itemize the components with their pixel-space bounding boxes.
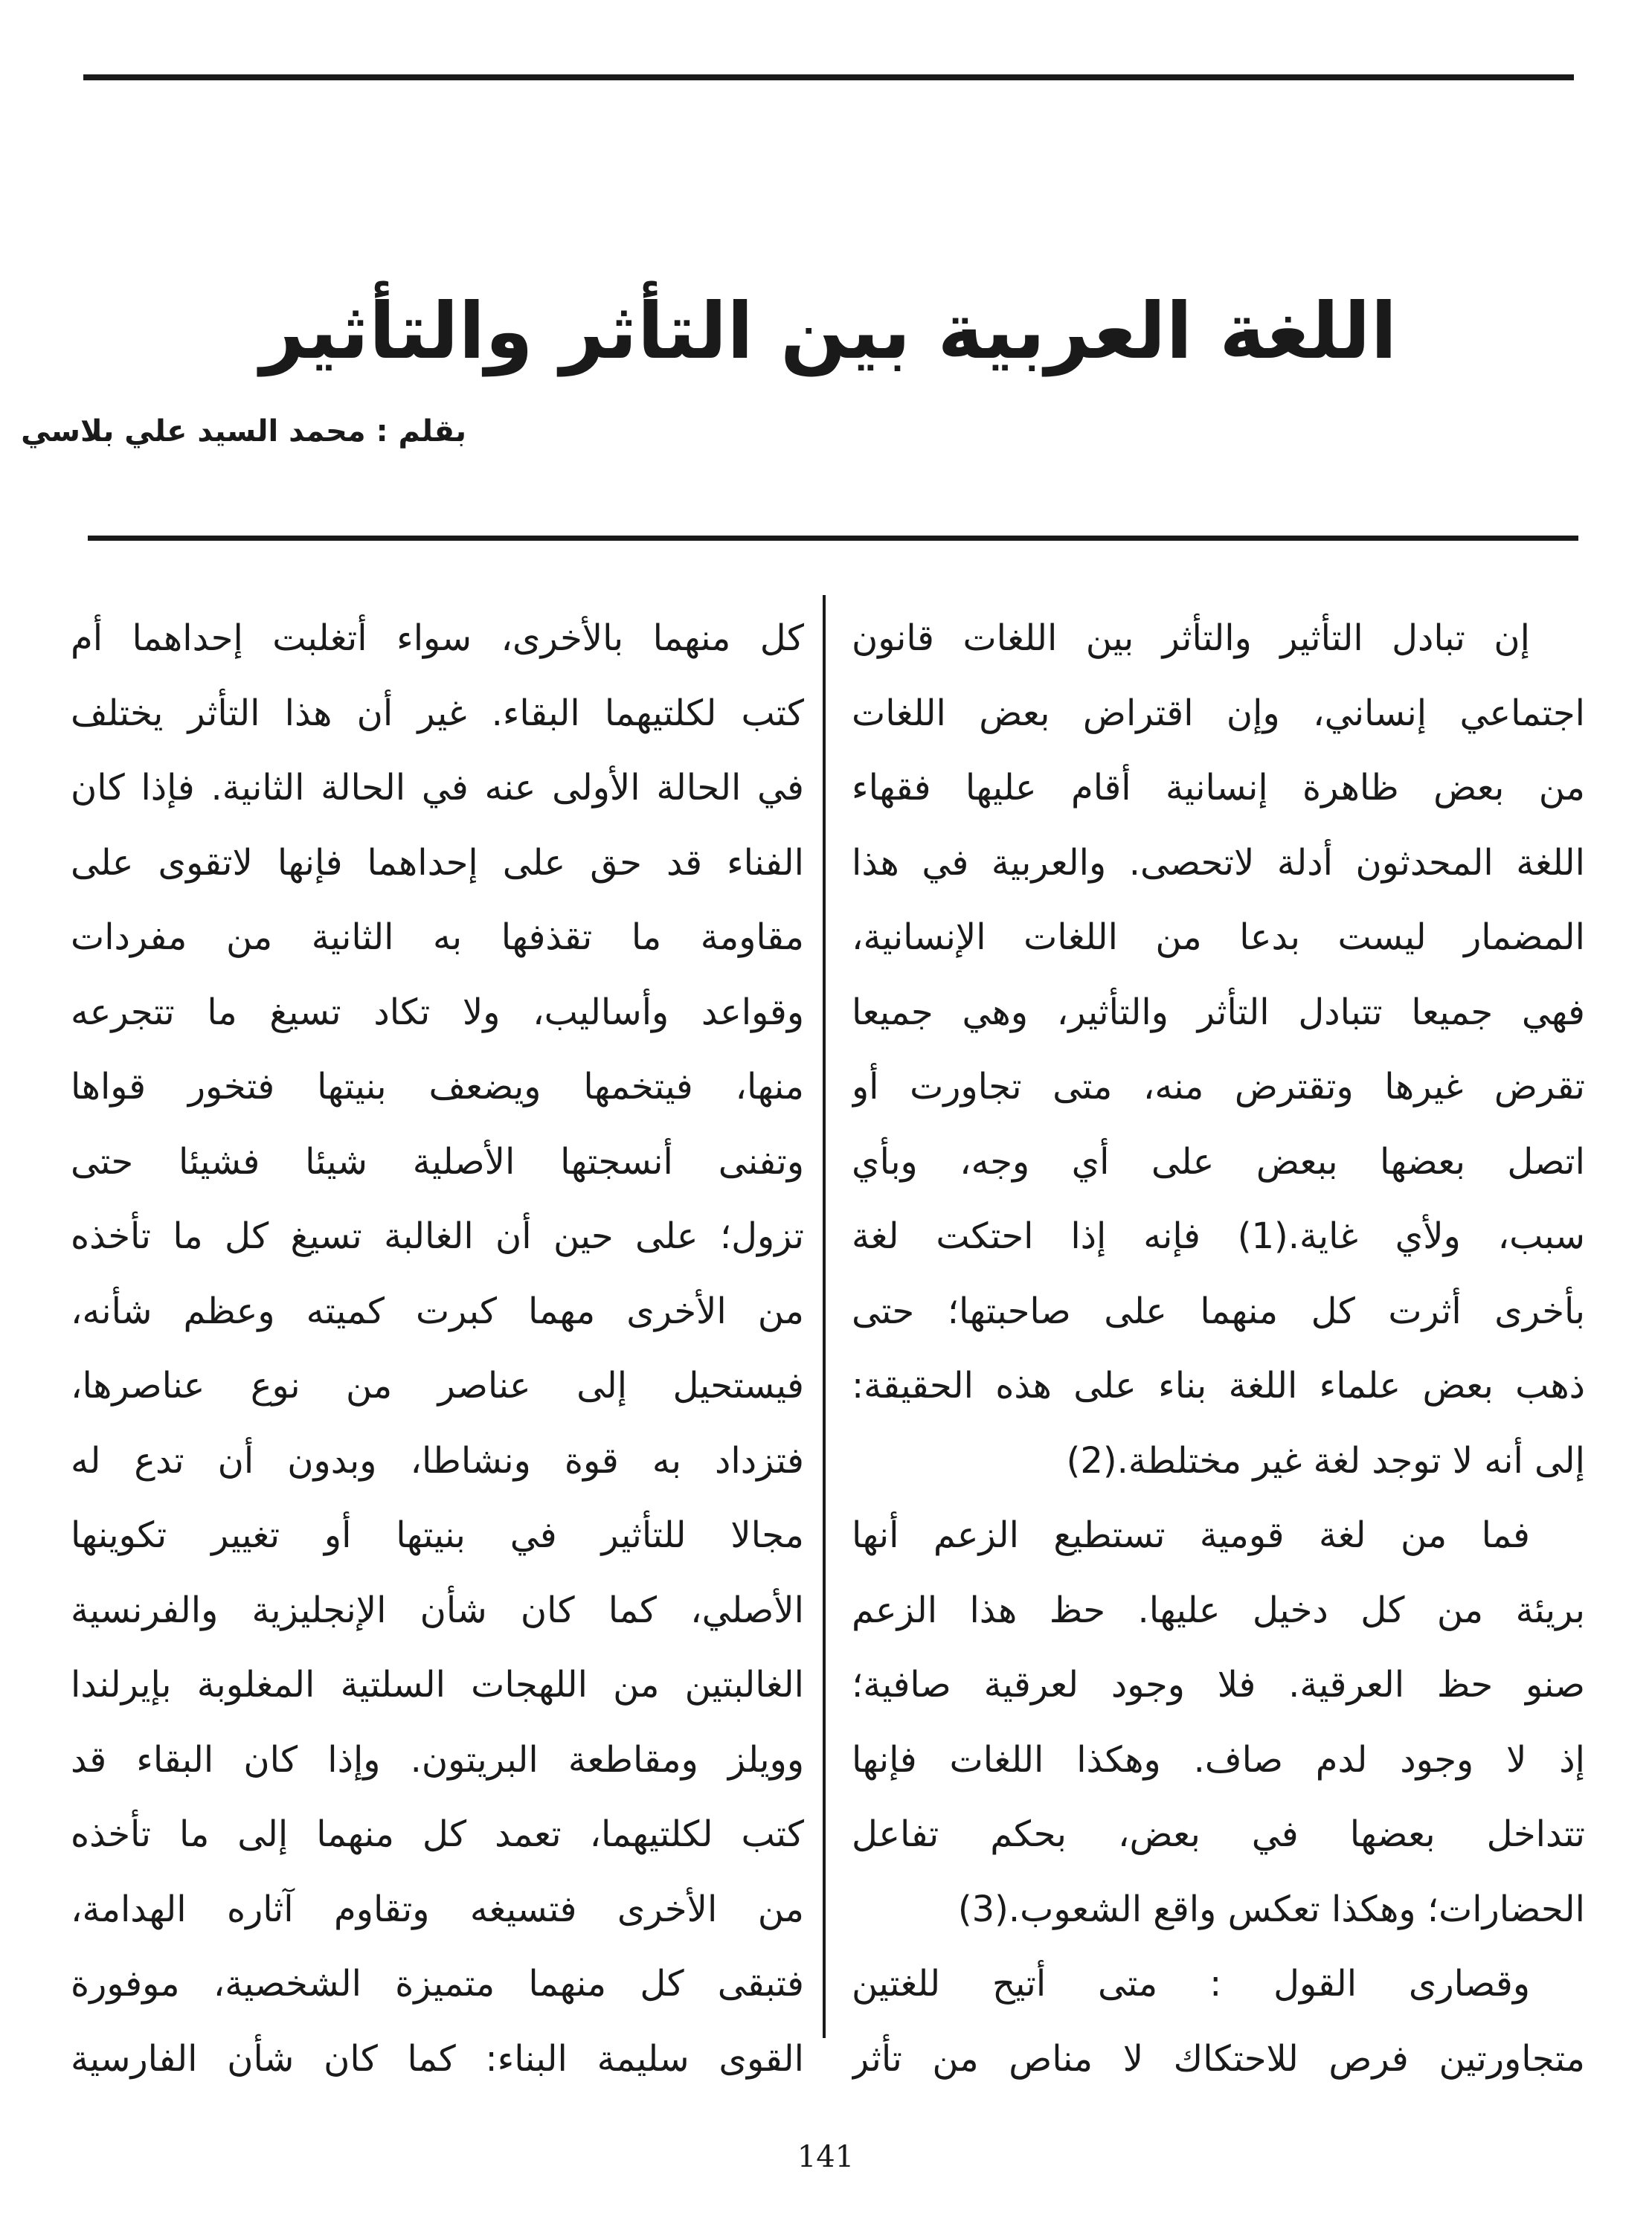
- text-line: بأخرى أثرت كل منهما على صاحبتها؛ حتى: [852, 1290, 1585, 1332]
- text-line: اجتماعي إنساني، وإن اقتراض بعض اللغات: [852, 692, 1585, 734]
- text-line: كتب لكلتيهما، تعمد كل منهما إلى ما تأخذه: [71, 1813, 804, 1855]
- text-line: فما من لغة قومية تستطيع الزعم أنها: [852, 1514, 1530, 1556]
- text-line: الحضارات؛ وهكذا تعكس واقع الشعوب.(3): [957, 1888, 1585, 1930]
- text-line: فتزداد به قوة ونشاطا، وبدون أن تدع له: [71, 1439, 804, 1482]
- text-line: مجالا للتأثير في بنيتها أو تغيير تكوينها: [71, 1514, 804, 1556]
- text-line: كل منهما بالأخرى، سواء أتغلبت إحداهما أم: [71, 617, 804, 659]
- text-line: مقاومة ما تقذفها به الثانية من مفردات: [71, 916, 804, 958]
- text-line: القوى سليمة البناء: كما كان شأن الفارسية: [71, 2037, 804, 2080]
- text-line: فيستحيل إلى عناصر من نوع عناصرها،: [71, 1365, 804, 1407]
- text-line: فتبقى كل منهما متميزة الشخصية، موفورة: [71, 1963, 804, 2005]
- text-line: سبب، ولأي غاية.(1) فإنه إذا احتكت لغة: [852, 1215, 1585, 1257]
- text-line: تزول؛ على حين أن الغالبة تسيغ كل ما تأخذه: [71, 1215, 804, 1257]
- column-left: [71, 601, 804, 2096]
- text-line: الأصلي، كما كان شأن الإنجليزية والفرنسية: [71, 1589, 804, 1631]
- header-divider-rule: [88, 536, 1578, 541]
- column-right: [852, 601, 1585, 2096]
- text-line: وقصارى القول : متى أتيح للغتين: [852, 1963, 1530, 2005]
- text-line: اتصل بعضها ببعض على أي وجه، وبأي: [852, 1140, 1585, 1183]
- text-line: وقواعد وأساليب، ولا تكاد تسيغ ما تتجرعه: [71, 991, 804, 1033]
- text-line: بريئة من كل دخيل عليها. حظ هذا الزعم: [852, 1589, 1585, 1631]
- top-rule: [83, 74, 1574, 80]
- text-line: إن تبادل التأثير والتأثر بين اللغات قانون: [852, 617, 1530, 659]
- text-line: الغالبتين من اللهجات السلتية المغلوبة بإيرلندا: [71, 1664, 804, 1706]
- text-line: تتداخل بعضها في بعض، بحكم تفاعل: [852, 1813, 1585, 1855]
- article-title: اللغة العربية بين التأثر والتأثير: [260, 285, 1398, 376]
- column-divider: [823, 595, 826, 2038]
- text-line: إذ لا وجود لدم صاف. وهكذا اللغات فإنها: [852, 1738, 1585, 1781]
- page-number: 141: [797, 2140, 855, 2174]
- text-line: من الأخرى مهما كبرت كميته وعظم شأنه،: [71, 1290, 804, 1332]
- text-line: وتفنى أنسجتها الأصلية شيئا فشيئا حتى: [71, 1140, 804, 1183]
- author-byline: بقلم : محمد السيد علي بلاسي: [21, 414, 466, 449]
- text-line: تقرض غيرها وتقترض منه، متى تجاورت أو: [852, 1066, 1585, 1108]
- text-line: متجاورتين فرص للاحتكاك لا مناص من تأثر: [852, 2037, 1585, 2080]
- text-line: من الأخرى فتسيغه وتقاوم آثاره الهدامة،: [71, 1888, 804, 1930]
- text-line: اللغة المحدثون أدلة لاتحصى. والعربية في هذا: [852, 841, 1585, 884]
- text-line: وويلز ومقاطعة البريتون. وإذا كان البقاء قد: [71, 1738, 804, 1781]
- text-line: المضمار ليست بدعا من اللغات الإنسانية،: [852, 916, 1585, 958]
- text-line: من بعض ظاهرة إنسانية أقام عليها فقهاء: [852, 767, 1585, 809]
- text-line: منها، فيتخمها ويضعف بنيتها فتخور قواها: [71, 1066, 804, 1108]
- text-line: صنو حظ العرقية. فلا وجود لعرقية صافية؛: [852, 1664, 1585, 1706]
- text-line: ذهب بعض علماء اللغة بناء على هذه الحقيقة:: [852, 1365, 1585, 1407]
- text-line: فهي جميعا تتبادل التأثر والتأثير، وهي جميعا: [852, 991, 1585, 1033]
- text-line: إلى أنه لا توجد لغة غير مختلطة.(2): [1066, 1439, 1585, 1482]
- text-line: الفناء قد حق على إحداهما فإنها لاتقوى على: [71, 841, 804, 884]
- text-line: في الحالة الأولى عنه في الحالة الثانية. فإذا كان: [71, 767, 804, 809]
- text-line: كتب لكلتيهما البقاء. غير أن هذا التأثر يختلف: [71, 692, 804, 734]
